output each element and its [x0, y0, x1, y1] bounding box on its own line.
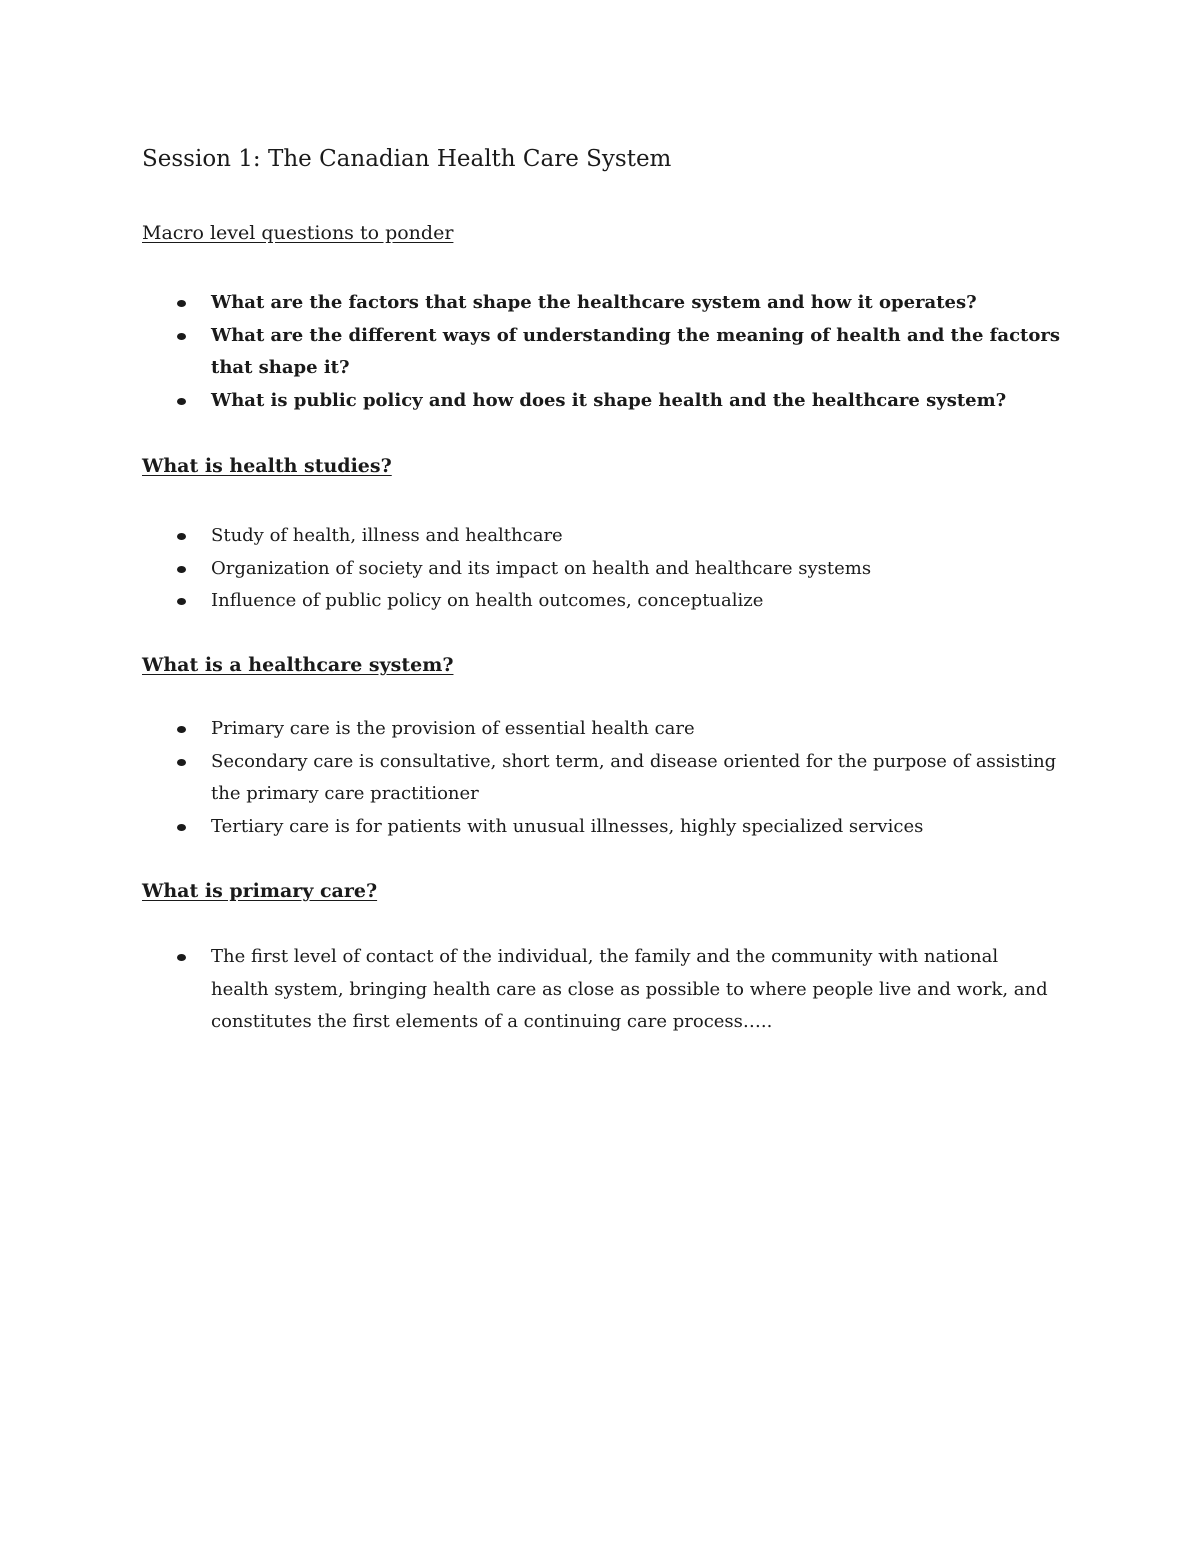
list-item: [0, 941, 1061, 1039]
list-item: [0, 553, 1061, 586]
list-item-text: Primary care is the provision of essential health care: [211, 718, 695, 739]
section-heading-health-studies: What is health studies?: [142, 455, 392, 477]
list-item-text: The first level of contact of the individual, the family and the community with national health system, bringing health care as close as possible to where people live and work, and constitutes the first elements of a continuing care process…..: [211, 946, 1048, 1032]
section-heading-healthcare-system: What is a healthcare system?: [142, 654, 454, 676]
macro-questions-list: [0, 287, 1200, 417]
health-studies-list: [0, 520, 1200, 618]
list-item: [0, 385, 1061, 418]
bullet-icon: [177, 598, 186, 605]
list-item: [0, 811, 1061, 844]
primary-care-list: [0, 941, 1200, 1039]
section-heading-primary-care: What is primary care?: [142, 880, 378, 902]
list-item-text: Organization of society and its impact on health and healthcare systems: [211, 557, 872, 579]
bullet-icon: [177, 726, 186, 733]
bullet-icon: [177, 533, 186, 540]
list-item: [0, 585, 1061, 618]
list-item-text: What are the different ways of understanding the meaning of health and the factors that shape it?: [211, 324, 1060, 378]
list-item-text: Study of health, illness and healthcare: [211, 525, 563, 546]
section-heading-macro-questions: Macro level questions to ponder: [142, 222, 454, 244]
page-title: Session 1: The Canadian Health Care System: [142, 146, 672, 172]
bullet-icon: [177, 566, 186, 573]
list-item: [0, 287, 1061, 320]
healthcare-system-list: [0, 713, 1200, 843]
list-item-text: Influence of public policy on health outcomes, conceptualize: [211, 590, 764, 611]
list-item-text: Secondary care is consultative, short term, and disease oriented for the purpose of assisting the primary care practitioner: [211, 750, 1057, 804]
bullet-icon: [177, 759, 186, 766]
list-item: [0, 520, 1061, 553]
bullet-icon: [177, 824, 186, 831]
list-item: [0, 713, 1061, 746]
list-item: [0, 746, 1061, 811]
list-item-text: Tertiary care is for patients with unusual illnesses, highly specialized services: [211, 815, 924, 837]
bullet-icon: [177, 398, 186, 405]
list-item: [0, 320, 1061, 385]
list-item-text: What are the factors that shape the healthcare system and how it operates?: [211, 292, 977, 313]
bullet-icon: [177, 954, 186, 961]
list-item-text: What is public policy and how does it shape health and the healthcare system?: [211, 389, 1007, 411]
bullet-icon: [177, 333, 186, 340]
bullet-icon: [177, 300, 186, 307]
